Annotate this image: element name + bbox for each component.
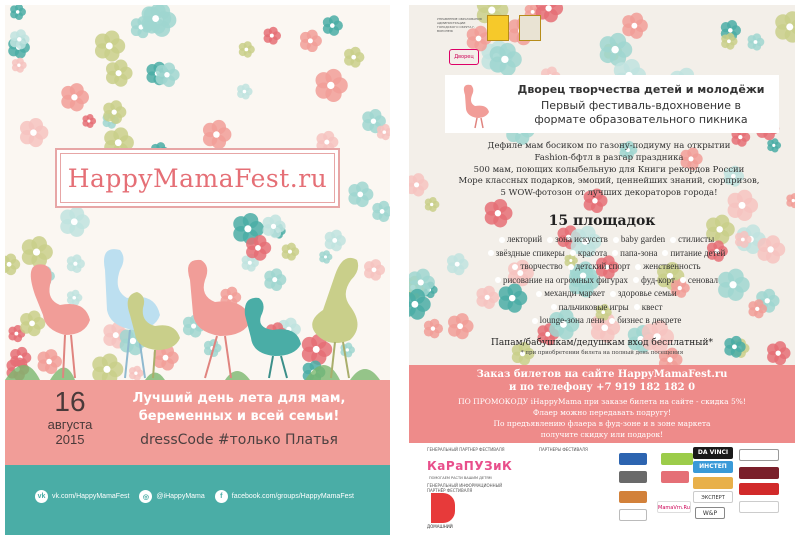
date-banner: [5, 380, 390, 465]
bullet-icon: [662, 250, 668, 256]
flower-icon: [203, 120, 231, 149]
organizer-title: Дворец творчества детей и молодёжи: [517, 83, 765, 96]
organizer-header: [445, 75, 779, 133]
venue-item: здоровье семьи: [617, 288, 677, 298]
partner-logo-instep: ИНСТЕП: [693, 461, 733, 473]
partner-logo-davinci: DA VINCI: [693, 447, 733, 459]
info-partner-name: ДОМАШНИЙ: [427, 524, 453, 529]
description-line: Fashion-бфтл в разгар праздника: [534, 152, 684, 163]
tagline-line: Лучший день лета для мам,: [132, 391, 346, 406]
venue-item: сеновал: [687, 274, 719, 285]
flower-icon: [300, 30, 322, 52]
bullet-icon: [612, 250, 618, 256]
vk-icon: vk: [35, 490, 48, 503]
flower-icon: [786, 193, 795, 208]
teal-flamingo-icon: [245, 298, 301, 378]
flower-icon: [20, 118, 48, 147]
bullet-icon: [570, 250, 576, 256]
free-entry-note: * при приобретении билета на полный день посещения: [520, 350, 684, 356]
ticket-line: По предъявлению флаера в фуд-зоне и в зоне маркета: [493, 419, 711, 428]
social-link-vk[interactable]: [35, 490, 129, 503]
general-partner-slogan: ПОМОГАЕМ РАСТИ ВАШИМ ДЕТЯМ: [429, 476, 492, 480]
free-entry: Папам/бабушкам/дедушкам вход бесплатный*: [491, 338, 713, 348]
ticket-line: и по телефону +7 919 182 182 0: [508, 382, 696, 393]
flower-icon: [424, 319, 443, 339]
olive-flamingo-right-icon: [312, 258, 358, 378]
bullet-icon: [634, 304, 640, 310]
domashniy-logo-icon: [431, 493, 455, 523]
partner-logo-blue: [619, 453, 647, 465]
flower-icon: [82, 114, 96, 128]
partner-logo-light: [739, 501, 779, 513]
venue-item: зона искусств: [555, 234, 608, 244]
venue-item: механди маркет: [544, 288, 605, 298]
social-link-text: vk.com/HappyMamaFest: [52, 493, 130, 500]
flamingo-illustration: [5, 230, 390, 385]
partner-logo-amber: [619, 491, 647, 503]
venue-row: [469, 314, 739, 328]
partner-logo-grey: [619, 471, 647, 483]
venue-item: бизнес в декрете: [617, 315, 682, 325]
bullet-icon: [613, 237, 619, 243]
flamingo-icon: [455, 81, 495, 129]
bullet-icon: [547, 237, 553, 243]
bullet-icon: [532, 318, 538, 324]
description-line: 5 WOW-фотозон от лучших декораторов города!: [500, 188, 718, 199]
partner-logo-pink: [661, 471, 689, 483]
flower-icon: [61, 83, 89, 111]
venue-item: лекторий: [506, 234, 543, 244]
flower-icon: [239, 41, 255, 57]
bullet-icon: [670, 237, 676, 243]
date-day: 16: [54, 386, 86, 417]
site-title: HappyMamaFest.ru: [67, 163, 328, 193]
venue-row: [469, 274, 739, 288]
venue-item: звёздные спикеры: [495, 247, 565, 258]
partners-label: ПАРТНЕРЫ ФЕСТИВАЛЯ: [539, 447, 588, 452]
social-link-text: @iHappyMama: [156, 493, 205, 500]
bullet-icon: [633, 277, 639, 283]
venue-item: lounge-зона лени: [539, 315, 605, 325]
partner-logo-expert: ЭКСПЕРТ: [693, 491, 733, 503]
venue-row: [469, 260, 739, 274]
flower-icon: [156, 62, 180, 87]
subtitle-line: Первый фестиваль-вдохновение в: [541, 99, 741, 112]
ticket-line: Заказ билетов на сайте HappyMamaFest.ru: [476, 369, 728, 380]
partner-logo-wp: W&P: [695, 507, 725, 519]
bullet-icon: [512, 264, 518, 270]
social-links: [35, 490, 354, 503]
instagram-icon: ◎: [139, 490, 152, 503]
flower-icon: [377, 124, 390, 140]
partner-logo-mamavrn: MamaVrn.Ru: [657, 501, 691, 513]
venues-title: 15 площадок: [548, 213, 656, 229]
flower-icon: [767, 138, 781, 152]
festival-description: [449, 141, 769, 200]
partner-logo-script: [739, 449, 779, 461]
flower-icon: [622, 13, 648, 39]
bullet-icon: [495, 277, 501, 283]
partner-logo-maroon: [739, 467, 779, 479]
ticket-line: получите скидку или подарок!: [540, 430, 664, 439]
date-year: 2015: [55, 432, 85, 447]
festival-flyer-back: [409, 5, 795, 535]
partner-logo-green: [661, 453, 693, 465]
venue-item: baby garden: [620, 234, 666, 244]
general-partner-label: ГЕНЕРАЛЬНЫЙ ПАРТНЕР ФЕСТИВАЛЯ: [427, 447, 505, 452]
general-partner-logo: КаРаПУЗиК: [427, 459, 513, 473]
bullet-icon: [680, 277, 686, 283]
description-line: Море классных подарков, эмоций, ценнейших знаний, сюрпризов,: [458, 176, 760, 187]
description-line: 500 мам, поющих колыбельную для Книги рекордов России: [473, 164, 745, 175]
venue-item: квест: [641, 301, 663, 312]
venue-row: [469, 301, 739, 315]
flower-icon: [447, 253, 469, 275]
tagline-line: беременных и всей семьи!: [138, 409, 340, 424]
social-banner: [5, 465, 390, 535]
partner-logo-red: [739, 483, 779, 495]
social-link-facebook[interactable]: [215, 490, 354, 503]
palace-logo: Дворец: [449, 49, 479, 65]
flower-icon: [106, 60, 133, 87]
venue-row: [469, 233, 739, 247]
info-partner-label-line: ГЕНЕРАЛЬНЫЙ ИНФОРМАЦИОННЫЙ: [427, 483, 503, 488]
venue-item: папа-зона: [620, 247, 658, 258]
flower-icon: [425, 197, 440, 212]
partner-logo-circle: [619, 509, 647, 521]
bullet-icon: [568, 264, 574, 270]
flower-icon: [348, 182, 373, 208]
organizer-logos: [437, 15, 547, 70]
flower-icon: [103, 100, 126, 124]
flower-icon: [344, 47, 364, 68]
info-partner-label: [427, 483, 502, 493]
venue-item: стилисты: [678, 234, 715, 244]
bullet-icon: [551, 304, 557, 310]
site-title-frame: [55, 148, 340, 208]
facebook-icon: f: [215, 490, 228, 503]
venue-item: фуд-корт: [641, 274, 675, 285]
venue-row: [469, 247, 739, 261]
flower-icon: [237, 84, 252, 100]
flower-icon: [372, 201, 390, 222]
venue-item: творчество: [520, 261, 563, 271]
venue-row: [469, 287, 739, 301]
bullet-icon: [499, 237, 505, 243]
flower-icon: [748, 33, 765, 50]
ticket-info-banner: [409, 365, 795, 443]
region-coat-of-arms-icon: [519, 15, 541, 41]
venue-item: питание детей: [670, 247, 726, 258]
venue-item: детский спорт: [575, 261, 631, 271]
flower-icon: [10, 5, 26, 20]
subtitle-line: формате образовательного пикника: [534, 113, 748, 126]
venue-item: женственность: [643, 261, 701, 271]
pink-flamingo-icon: [31, 264, 90, 378]
ticket-line: Флаер можно передавать подругу!: [532, 408, 671, 417]
bullet-icon: [488, 250, 494, 256]
flower-icon: [264, 27, 281, 45]
flower-icon: [316, 69, 348, 102]
city-coat-of-arms-icon: [487, 15, 509, 41]
bullet-icon: [635, 264, 641, 270]
social-link-text: facebook.com/groups/HappyMamaFest: [231, 493, 354, 500]
flower-icon: [757, 235, 785, 263]
dresscode: dressCode #только Платья: [140, 432, 338, 448]
tagline: [109, 390, 369, 426]
venues-list: [469, 233, 739, 328]
venue-item: рисование на огромных фигурах: [502, 274, 629, 285]
flower-icon: [409, 173, 429, 196]
venue-item: красота: [577, 247, 608, 258]
date-month: августа: [47, 417, 93, 432]
partners-section: [409, 443, 795, 535]
flower-icon: [12, 58, 27, 73]
ticket-line: ПО ПРОМОКОДУ iHappyMama при заказе билета на сайте - скидка 5%!: [458, 397, 746, 406]
event-date: [33, 387, 107, 447]
info-partner-label-line: ПАРТНЁР ФЕСТИВАЛЯ: [427, 488, 473, 493]
social-link-instagram[interactable]: [139, 490, 204, 503]
flower-icon: [95, 30, 125, 61]
bullet-icon: [610, 291, 616, 297]
flower-icon: [775, 11, 795, 42]
partner-logo-orange: [693, 477, 733, 489]
bullet-icon: [609, 318, 615, 324]
bullet-icon: [536, 291, 542, 297]
coral-flamingo-icon: [188, 260, 251, 378]
organizer-text: УПРАВЛЕНИЕ ОБРАЗОВАНИЯ АДМИНИСТРАЦИИ ГОРОДСКОГО ОКРУГА Г. ВОРОНЕЖ: [437, 17, 482, 33]
description-line: Дефиле мам босиком по газону-подиуму на открытии: [487, 141, 731, 151]
festival-flyer-front: [5, 5, 390, 535]
flower-icon: [323, 15, 343, 36]
festival-subtitle: [505, 99, 777, 127]
venue-item: пальчиковые игры: [558, 301, 629, 312]
